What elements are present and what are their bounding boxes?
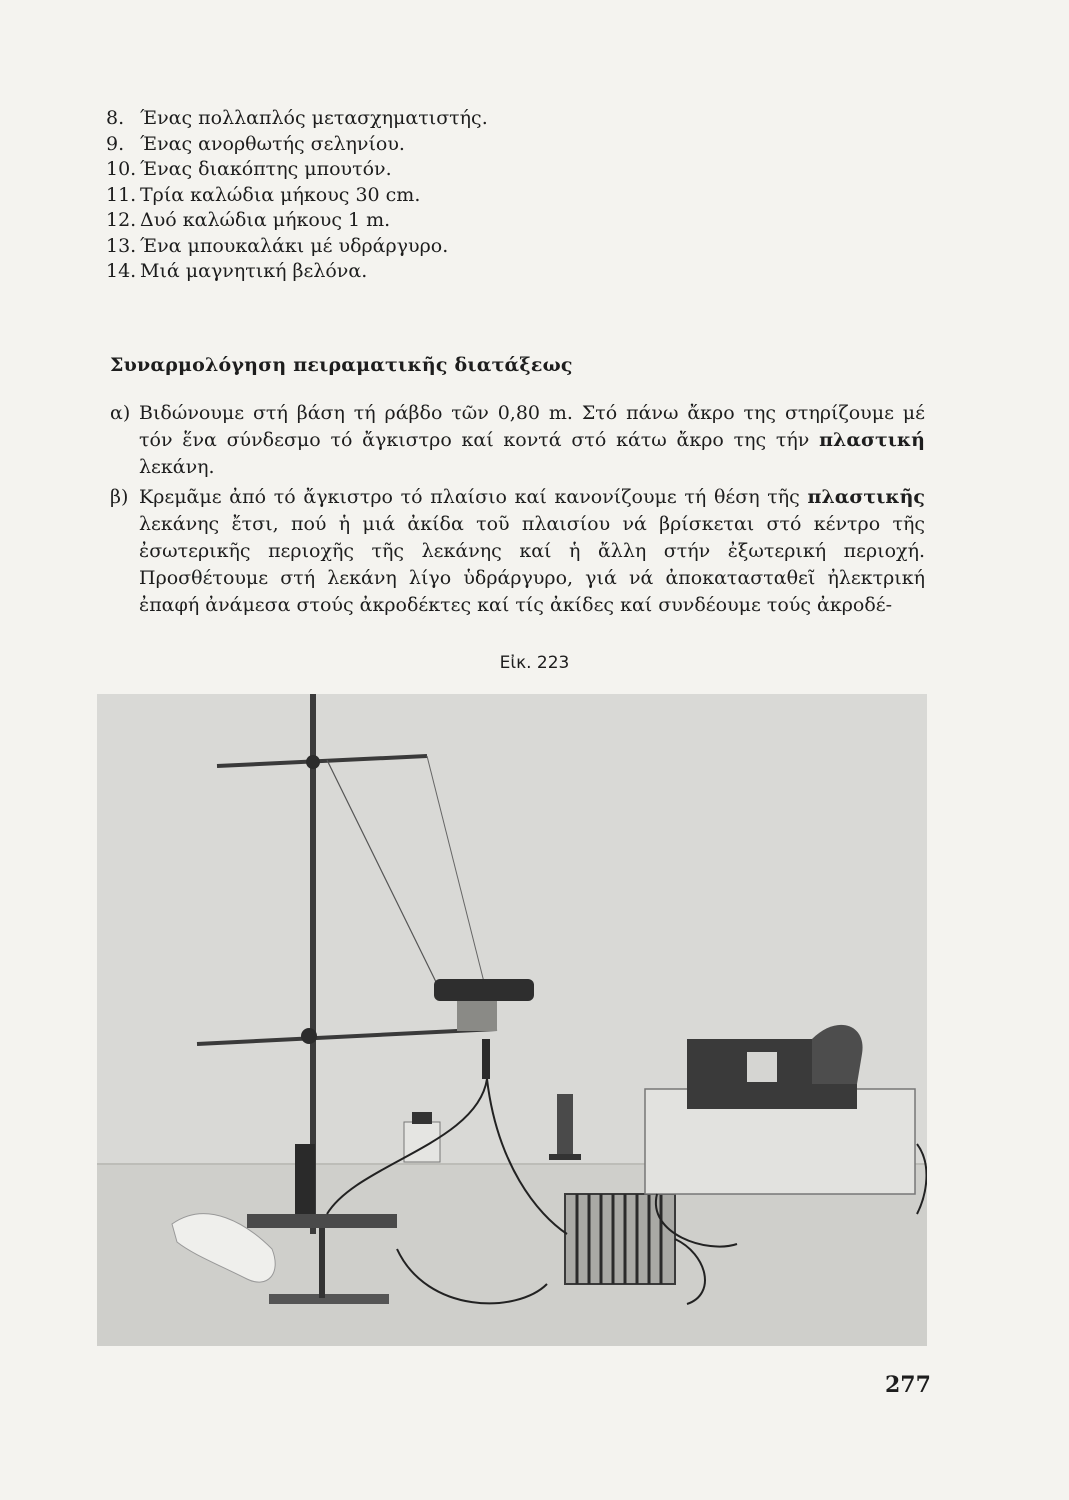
list-item: 10. Ένας διακόπτης μπουτόν.: [106, 158, 392, 180]
equipment-list: [106, 106, 946, 285]
experiment-photo: [97, 694, 927, 1346]
step-marker: β): [110, 486, 129, 508]
list-item: 8. Ένας πολλαπλός μετασχηματιστής.: [106, 107, 488, 129]
list-item: 14. Μιά μαγνητική βελόνα.: [106, 260, 368, 282]
step-text: Κρεμᾶμε ἀπό τό ἄγκιστρο τό πλαίσιο καί κανονίζουμε τή θέση τῆς πλαστικῆς λεκάνης ἔτσι, πού ἡ μιά ἀκίδα τοῦ πλαισίου νά βρίσκεται στό κέντρο τῆς ἐσωτερικῆς περιοχῆς τῆς λεκάνης καί ἡ ἄλλη στήν ἐξωτερική περιοχή. Προσθέτουμε στή λεκάνη λίγο ὑδράργυρο, γιά νά ἀποκατασταθεῖ ἠλεκτρική ἐπαφή ἀνάμεσα στούς ἀκροδέκτες καί τίς ἀκίδες καί συνδέουμε τούς ἀκροδέ-: [139, 486, 925, 616]
page-number: 277: [885, 1372, 931, 1398]
list-item: 13. Ένα μπουκαλάκι μέ υδράργυρο.: [106, 234, 449, 257]
step-marker: α): [110, 402, 131, 424]
list-item: 12. Δυό καλώδια μήκους 1 m.: [106, 209, 391, 231]
figure-caption: Εἰκ. 223: [499, 653, 570, 673]
apparatus-illustration: [97, 694, 927, 1346]
step-b-paragraph: [110, 484, 925, 619]
list-item: 9. Ένας ανορθωτής σεληνίου.: [106, 132, 405, 155]
step-a-paragraph: [110, 400, 925, 481]
section-heading: Συναρμολόγηση πειραματικῆς διατάξεως: [110, 354, 573, 376]
list-item: 11. Τρία καλώδια μήκους 30 cm.: [106, 183, 421, 206]
step-text: Βιδώνουμε στή βάση τή ράβδο τῶν 0,80 m. Στό πάνω ἄκρο της στηρίζουμε μέ τόν ἕνα σύνδεσμο τό ἄγκιστρο καί κοντά στό κάτω ἄκρο της τήν πλαστική λεκάνη.: [139, 402, 925, 478]
